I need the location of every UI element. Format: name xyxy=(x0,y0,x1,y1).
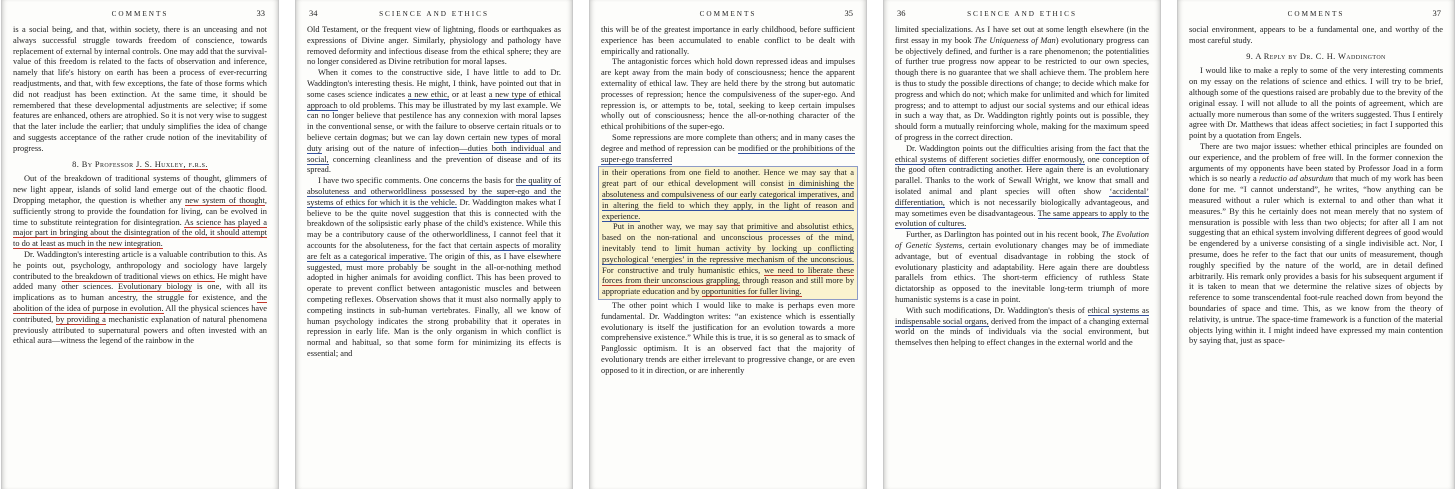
text-segment: For constructive and truly humanistic ethics, xyxy=(602,265,765,275)
paragraph xyxy=(895,144,1149,230)
blue-underlined-text: new types of moral duty xyxy=(307,132,561,153)
paragraph xyxy=(601,25,855,57)
paragraph xyxy=(895,306,1149,349)
paragraph xyxy=(601,57,855,133)
paragraph xyxy=(307,176,561,360)
header-right-slot xyxy=(239,8,265,18)
text-segment: that much of my work has been done for me. “I cannot understand”, he writes, “how anything can be measured without a ruler which is external to and other than what it measures.” By this he certainly does not mean merely that no system of mensuration is possible with less than two objects; for after all I am not suggesting that an ethical system involving different degrees of good would be engendered by a universe consisting of a single indivisible act. Nor, I presume, does he refer to the fact that our units of measurement, though roughly specified by the nature of the world, are in detail defined arbitrarily. His remark only provides a basis for his subsequent argument if it is taken to mean that we determine the relative sizes of objects by reference to some transcendental foot-rule reached down from beyond the boundaries of space and time. This, as we know from the theory of relativity, is untrue. The space-time framework is a function of the material objects lying within it. I might indeed have expressed my main contention by saying that, just as space- xyxy=(1189,174,1444,346)
italic-text: The Evolution of Genetic Systems, xyxy=(895,230,1149,250)
text-segment: With such modifications, Dr. Waddington's thesis of xyxy=(906,305,1088,315)
paragraph xyxy=(602,222,854,298)
section-heading xyxy=(13,160,267,171)
running-title: COMMENTS xyxy=(1287,10,1345,18)
text-segment: Out of the breakdown of traditional systems of thought, glimmers of new light appear, islands of solid land emerge out of the chaotic flood. Dropping metaphor, the question is whether any xyxy=(13,174,267,205)
blue-underlined-text: primitive and absolutist ethics, xyxy=(747,222,854,232)
header-left-slot xyxy=(309,8,335,18)
red-underlined-text: the abolition of the idea of purpose in evolution. xyxy=(13,293,267,313)
text-segment: which is not necessarily biologically advantageous, and may sometimes even be disadvantageous. xyxy=(895,197,1149,218)
red-underlined-text: Evolutionary biology xyxy=(117,282,193,292)
red-underlined-text: As science has played a major part in bringing about the disintegration of the old, it should attempt to do at least as much in the new integration. xyxy=(13,217,267,249)
blue-underlined-text: modified or the prohibitions of the super-ego transferred xyxy=(601,143,856,164)
red-underlined-text: new system of thought xyxy=(185,195,265,205)
text-segment: based on the non-rational and unconscious processes of the mind, inevitably tend to xyxy=(602,233,854,253)
text-segment: through reason and still more by appropriate education and by xyxy=(602,276,855,297)
paragraph xyxy=(1189,25,1443,47)
text-segment: There are two major issues: whether ethical principles are founded on our experience, and the problem of free will. In the former connexion the arguments of my opponents have been stated by Professor Joad in a form which is so nearly a xyxy=(1189,141,1443,184)
paragraph xyxy=(1189,66,1443,142)
page-number: 34 xyxy=(309,8,318,18)
paragraph xyxy=(13,174,267,250)
text-segment: one conception of the good often contradicting another. Here again there is an evolutionary parallel. Thanks to the work of Sewall Wright, we know that small and isolated animal and plant species will often show xyxy=(895,154,1149,196)
text-segment: concerning cleanliness and the prevention of disease and of its spread. xyxy=(307,154,561,175)
text-segment: is a social being, and that, within society, there is an unceasing and not always successful struggle towards freedom of conscience, towards replacement of external by internal controls. One may add that the survival-value of this freedom is related to the facts of observation and inference, namely that life's history on earth has been a process of ever-recurring readjustments, and that, with few exceptions, the fate of those forms which did not readjust has been extinction. At the same time, it should be remembered that these developmental adjustments are selective; if some features are enhanced, others are atrophied. So it is not very wise to suggest that the later include the earlier; that unduly simplifies the idea of change and suggests acceptance of the rather crude notion of the inevitability of progress. xyxy=(13,25,267,153)
text-segment: The other point which I would like to make is perhaps even more fundamental. Dr. Waddington writes: “an existence which is essentially evolutionary is itself the justification for an evolution towards a more comprehensive existence.” While this is true, it is so general as to smack of Panglossic optimism. It is an observed fact that the majority of evolutionary trends are either irrelevant to progressive change, or are even opposed to it in direction, or are inherently xyxy=(601,300,855,375)
page-header xyxy=(15,8,265,18)
section-heading xyxy=(1189,52,1443,63)
text-segment: arising out of the nature of infection xyxy=(321,143,460,153)
running-title: COMMENTS xyxy=(111,10,169,18)
blue-underlined-text: a new ethic, xyxy=(407,89,450,99)
blue-underlined-text: a new type of ethical approach xyxy=(307,89,562,110)
page-header xyxy=(1191,8,1441,18)
text-segment: Further, as Darlington has pointed out in his recent book, xyxy=(906,230,1102,240)
text-segment: I have two specific comments. One concerns the basis for xyxy=(318,176,516,186)
running-title: SCIENCE AND ETHICS xyxy=(379,10,489,18)
paragraph xyxy=(895,230,1149,306)
italic-text: reductio ad absurdum xyxy=(1259,174,1334,184)
text-segment: Put in another way, we may say that xyxy=(613,222,748,232)
text-segment: Old Testament, or the frequent view of lightning, floods or earthquakes as expressions of Divine anger. Similarly, physiology and pathology have removed deformity and infectious disease from the ethical sphere; they are no longer considered as Divine retribution for moral lapses. xyxy=(307,25,561,67)
text-segment: certain evolutionary changes may be of immediate advantage, but of eventual disadvantage in robbing the stock of evolutionary plasticity and adaptability. Here again there are doubtless parallels from ethics. The short-term efficiency of ruthless State dictatorship as opposed to the inevitable long-term triumph of more humanistic systems is a case in point. xyxy=(895,240,1149,304)
text-segment: 8. By Professor xyxy=(72,159,137,169)
page-number: 35 xyxy=(844,8,853,18)
text-segment: Dr. Waddington's interesting article is a valuable contribution to this. As he points out, psychology, anthropology and sociology have largely contributed to xyxy=(13,249,267,281)
book-page-36 xyxy=(883,0,1161,489)
text-segment: Dr. Waddington makes what I believe to be the quite novel suggestion that this is connected with the breakdown of the solipsistic early phase of the child's existence. While this may be a contributory cause of the otherworldliness, I cannot feel that it accounts for the absoluteness, for the fact that xyxy=(307,197,561,250)
page-number: 33 xyxy=(256,8,265,18)
text-segment: All the physical sciences have contributed, xyxy=(13,303,268,324)
paragraph xyxy=(601,133,855,165)
paragraph xyxy=(895,25,1149,144)
red-underlined-text: J. S. Huxley, f.r.s. xyxy=(136,159,208,169)
header-right-slot xyxy=(827,8,853,18)
highlight-box xyxy=(598,166,858,300)
red-underlined-text: opportunities for fuller living. xyxy=(701,287,802,297)
red-underlined-text: we need to liberate these forces from their unconscious grappling, xyxy=(602,265,855,286)
blue-underlined-text: limit human activity by locking up conflicting psychological ‘energies’ in the repressive mechanism of the unconscious. xyxy=(602,243,854,264)
blue-underlined-text: ‘accidental’ differentiation, xyxy=(895,186,1149,207)
blue-underlined-text: in diminishing the absoluteness and compulsiveness of our early categorical imperatives, and in altering the field to which they apply, in the light of reason and experience. xyxy=(602,179,854,221)
text-segment: to old problems. This may be illustrated by my last example. We can no longer believe that pestilence has any connexion with moral lapses in the conventional sense, or with the failure to observe certain rituals or to believe certain dogmas; but we can lay down certain xyxy=(307,100,561,142)
paragraph xyxy=(13,250,267,347)
text-segment: When it comes to the constructive side, I have little to add to Dr. Waddington's interesting thesis. He might, I think, have pointed out that in some cases science indicates xyxy=(307,68,561,99)
text-segment: derived from the impact of a changing external world on the minds of individuals via the social environment, but themselves then helping to effect changes in the external world and the xyxy=(895,316,1149,348)
running-title: SCIENCE AND ETHICS xyxy=(967,10,1077,18)
red-underlined-text: the breakdown of traditional views on ethics. xyxy=(62,271,215,281)
text-segment: He might have added many other sciences. xyxy=(13,271,267,292)
text-segment: Dr. Waddington points out the difficulties arising from xyxy=(906,143,1096,153)
blue-underlined-text: ethical systems as indispensable social organs, xyxy=(895,305,1149,326)
blue-underlined-text: certain aspects of morality are felt as a categorical imperative. xyxy=(307,240,561,261)
text-segment: The origin of this, as I have elsewhere suggested, must more probably be sought in the all-or-nothing method adopted in higher animals for avoiding conflict. This has been proved to operate to prevent conflict between antagonistic muscles and between competing reflexes. Observation shows that it must also normally apply to competing instincts in sub-human vertebrates. Finally, all we know of human psychology indicates the strong probability that it operates in repression in early life. Man is the only organism in which conflict is normal and habitual, so that some form for minimizing its effects is essential; and xyxy=(307,251,561,358)
page-header xyxy=(603,8,853,18)
header-right-slot xyxy=(1415,8,1441,18)
paragraph xyxy=(1189,142,1443,347)
red-underlined-text: by providing a xyxy=(55,314,106,324)
book-page-33 xyxy=(1,0,279,489)
header-left-slot xyxy=(897,8,923,18)
text-segment: mechanistic explanation of natural phenomena previously attributed to supernatural powers and often invested with an ethical aura—witness the legend of the rainbow in the xyxy=(13,314,267,346)
text-segment: The antagonistic forces which hold down repressed ideas and impulses are kept away from the main body of consciousness; hence the apparent externality of ethical law. They are held there by the strong but automatic processes of repression; hence the compulsiveness of the super-ego. And repression is, or attempts to be, total, seeking to keep certain impulses wholly out of consciousness; hence the all-or-nothing character of the ethical prohibitions of the super-ego. xyxy=(601,57,855,132)
paragraph xyxy=(601,301,855,377)
book-page-37 xyxy=(1177,0,1455,489)
text-segment: in their operations from one field to another. Hence we may say that a great part of our ethical development will consist xyxy=(602,168,854,189)
paragraph xyxy=(307,68,561,176)
text-segment: Some repressions are more complete than others; and in many cases the degree and method of repression can be xyxy=(601,132,855,153)
text-segment: limited specializations. As I have set out at some length elsewhere (in the first essay in my book xyxy=(895,25,1149,45)
book-page-34 xyxy=(295,0,573,489)
text-segment: this will be of the greatest importance in early childhood, before sufficient experience has been accumulated to enable conflict to be dealt with empirically and rationally. xyxy=(601,25,855,56)
blue-underlined-text: The same appears to apply to the evolution of cultures. xyxy=(895,208,1149,229)
paragraph xyxy=(602,168,854,222)
page-header xyxy=(897,8,1147,18)
text-segment: I would like to make a reply to some of the very interesting comments on my essay on the relations of science and ethics. I will try to be brief, although some of the questions raised are probably due to the brevity of the original essay. I will not allude to all the points of agreement, which are actually more numerous than some of the writers suggested. Thus I entirely agree with Dr. Matthews that ideas affect societies; in fact I supported this point by a quotation from Engels. xyxy=(1189,66,1443,141)
paragraph xyxy=(307,25,561,68)
text-segment: , sufficiently strong to provide the foundation for living, can be evolved in time to substitute reintegration for disintegration. xyxy=(13,195,267,227)
page-number: 36 xyxy=(897,8,906,18)
paragraph xyxy=(13,25,267,155)
text-segment: 9. A Reply by Dr. C. H. Waddington xyxy=(1246,51,1386,61)
book-page-35 xyxy=(589,0,867,489)
text-segment: social environment, appears to be a fundamental one, and worthy of the most careful study. xyxy=(1189,25,1443,45)
page-number: 37 xyxy=(1432,8,1441,18)
page-header xyxy=(309,8,559,18)
blue-underlined-text: —duties both individual and social, xyxy=(307,143,561,164)
running-title: COMMENTS xyxy=(699,10,757,18)
italic-text: The Uniqueness of Man xyxy=(974,35,1056,45)
blue-underlined-text: the fact that the ethical systems of different societies differ enormously, xyxy=(895,143,1149,164)
text-segment: is one, with all its implications as to human ancestry, the struggle for existence, and xyxy=(13,282,267,303)
text-segment: or at least xyxy=(449,89,489,99)
blue-underlined-text: the quality of absoluteness and otherworldliness possessed by the super-ego and the systems of ethics for which it is the vehicle. xyxy=(307,176,562,207)
text-segment: ) evolutionary progress can be objectively defined, and further is a rare phenomenon; the potentialities of further true progress now appear to be restricted to our own species, though there is no guarantee that we shall achieve them. The problem here is thus to study the possible directions of change; to decide which make for progress and which do not; which make for unlimited and which for limited progress; and to attempt to adjust our social systems and our ethical ideas in such a way that, as Dr. Waddington rightly points out is possible, they should form a mutually reinforcing whole, making for the maximum speed of progress in the correct direction. xyxy=(895,35,1149,142)
